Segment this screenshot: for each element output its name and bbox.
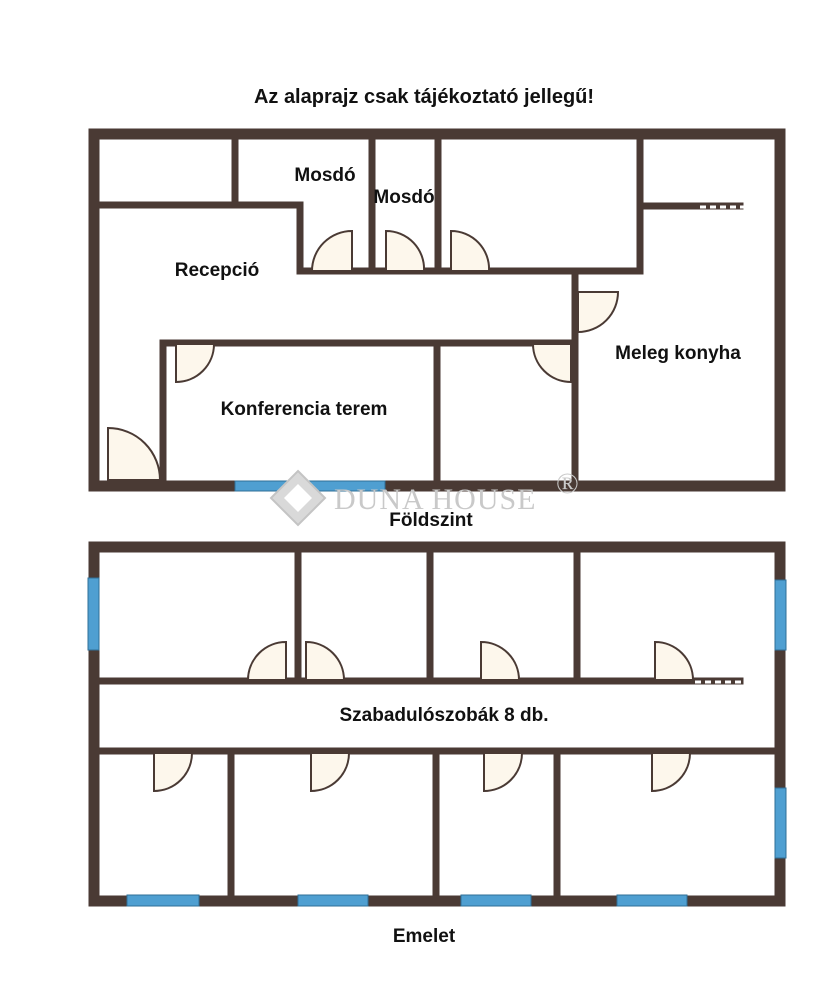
- window-bottom-4: [617, 895, 687, 906]
- disclaimer-title: Az alaprajz csak tájékoztató jellegű!: [253, 86, 595, 108]
- door-room-4: [655, 642, 693, 680]
- room-label-conference: Konferencia terem: [220, 399, 388, 420]
- window-bottom-3: [461, 895, 531, 906]
- door-room-3: [481, 642, 519, 680]
- ground-floor-caption: Földszint: [389, 510, 473, 531]
- watermark-text: DUNA HOUSE: [334, 483, 537, 516]
- door-washroom-2: [386, 231, 424, 271]
- room-label-washroom-1: Mosdó: [294, 165, 356, 186]
- door-room-5: [154, 753, 192, 791]
- room-label-reception: Recepció: [174, 260, 260, 281]
- door-room-1: [248, 642, 286, 680]
- window-bottom-1: [127, 895, 199, 906]
- door-kitchen: [578, 292, 618, 332]
- door-conference: [176, 344, 214, 382]
- door-washroom-1: [312, 231, 352, 271]
- window-bottom-2: [298, 895, 368, 906]
- door-entrance: [108, 428, 160, 480]
- door-room-7: [484, 753, 522, 791]
- window-right-top: [775, 580, 786, 650]
- door-small-room: [533, 344, 571, 382]
- escape-rooms-label: Szabadulószobák 8 db.: [339, 705, 549, 726]
- watermark-registered-mark: ®: [556, 467, 580, 500]
- duna-house-logo-icon: [271, 471, 325, 525]
- room-label-washroom-2: Mosdó: [373, 187, 435, 208]
- upper-floor-caption: Emelet: [392, 926, 456, 947]
- ground-floor-plan: [94, 134, 780, 491]
- window-left: [88, 578, 99, 650]
- door-room-6: [311, 753, 349, 791]
- room-label-kitchen: Meleg konyha: [615, 343, 741, 364]
- window-right-bottom: [775, 788, 786, 858]
- door-room-2: [306, 642, 344, 680]
- door-room-8: [652, 753, 690, 791]
- upper-floor-plan: [88, 547, 786, 906]
- door-storage: [451, 231, 489, 271]
